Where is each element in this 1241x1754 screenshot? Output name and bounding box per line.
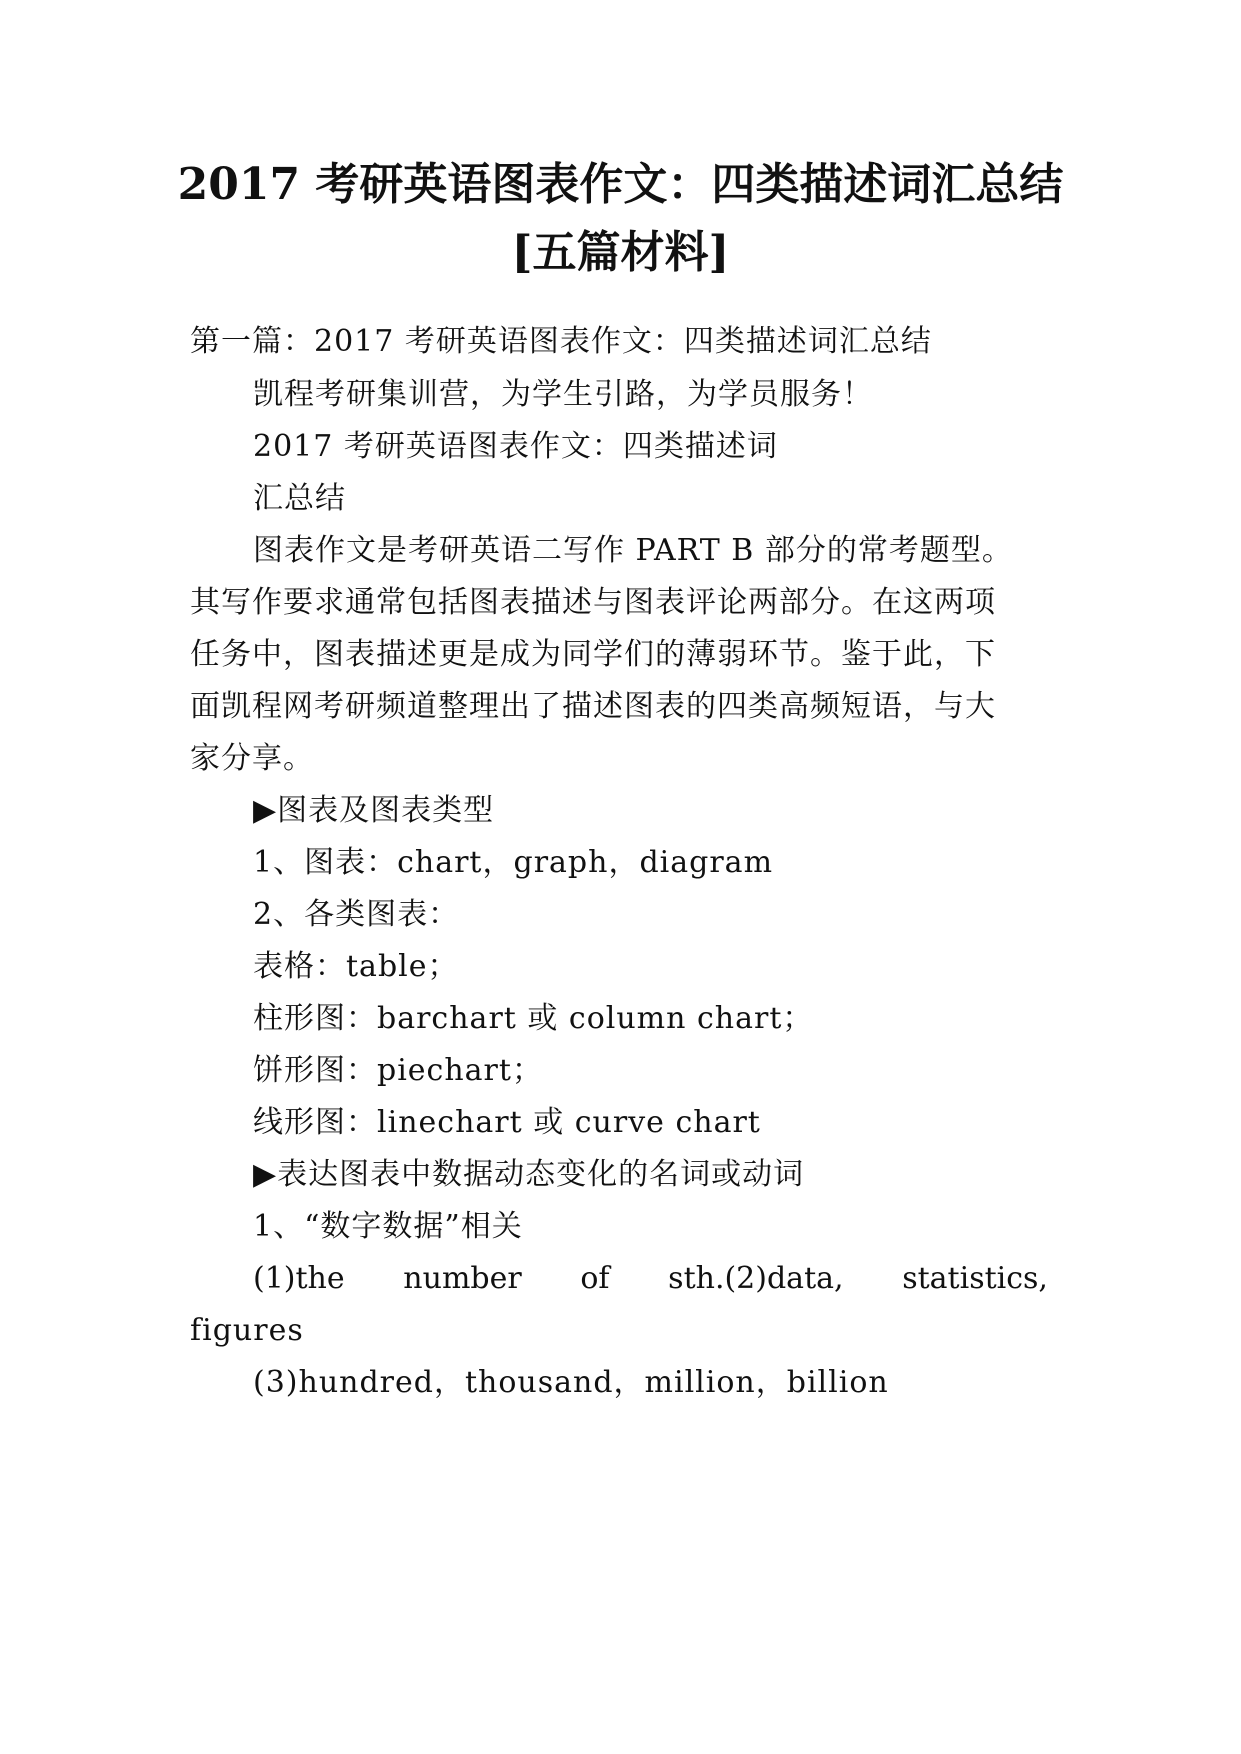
bar-chart-term: 柱形图：barchart 或 column chart；	[253, 1001, 814, 1036]
numeric-data-sub1	[253, 1259, 1048, 1299]
table-term: 表格：table；	[253, 949, 459, 984]
section-heading: 第一篇：2017 考研英语图表作文：四类描述词汇总结	[190, 324, 932, 359]
subtitle-line-a: 2017 考研英语图表作文：四类描述词	[253, 429, 778, 464]
sub1-word: number	[403, 1261, 522, 1296]
numeric-data-item: 1、“数字数据”相关	[253, 1209, 523, 1244]
intro-line-2: 其写作要求通常包括图表描述与图表评论两部分。在这两项	[190, 585, 996, 620]
document-title-line-1: 2017 考研英语图表作文：四类描述词汇总结	[177, 159, 1064, 210]
slogan-text: 凯程考研集训营，为学生引路，为学员服务！	[253, 377, 873, 412]
chart-kinds-item: 2、各类图表：	[253, 897, 460, 932]
intro-line-5: 家分享。	[190, 741, 314, 776]
document-title-line-2: [五篇材料]	[511, 227, 730, 278]
intro-line-1: 图表作文是考研英语二写作 PART B 部分的常考题型。	[253, 533, 1013, 568]
data-change-heading: ▶表达图表中数据动态变化的名词或动词	[253, 1157, 805, 1192]
line-chart-term: 线形图：linechart 或 curve chart	[253, 1105, 761, 1140]
subtitle-line-b: 汇总结	[253, 481, 346, 516]
chart-types-heading: ▶图表及图表类型	[253, 793, 495, 828]
chart-terms-item: 1、图表：chart，graph，diagram	[253, 845, 774, 880]
sub1-word: (1)the	[253, 1261, 345, 1296]
intro-line-4: 面凯程网考研频道整理出了描述图表的四类高频短语，与大	[190, 689, 996, 724]
numeric-data-sub1-continued: figures	[190, 1313, 304, 1348]
sub1-word: sth.(2)data,	[668, 1261, 844, 1296]
numeric-data-sub3: (3)hundred，thousand，million，billion	[253, 1365, 889, 1400]
pie-chart-term: 饼形图：piechart；	[253, 1053, 543, 1088]
intro-line-3: 任务中，图表描述更是成为同学们的薄弱环节。鉴于此，下	[190, 637, 996, 672]
sub1-word: of	[580, 1261, 610, 1296]
sub1-word: statistics,	[902, 1261, 1048, 1296]
